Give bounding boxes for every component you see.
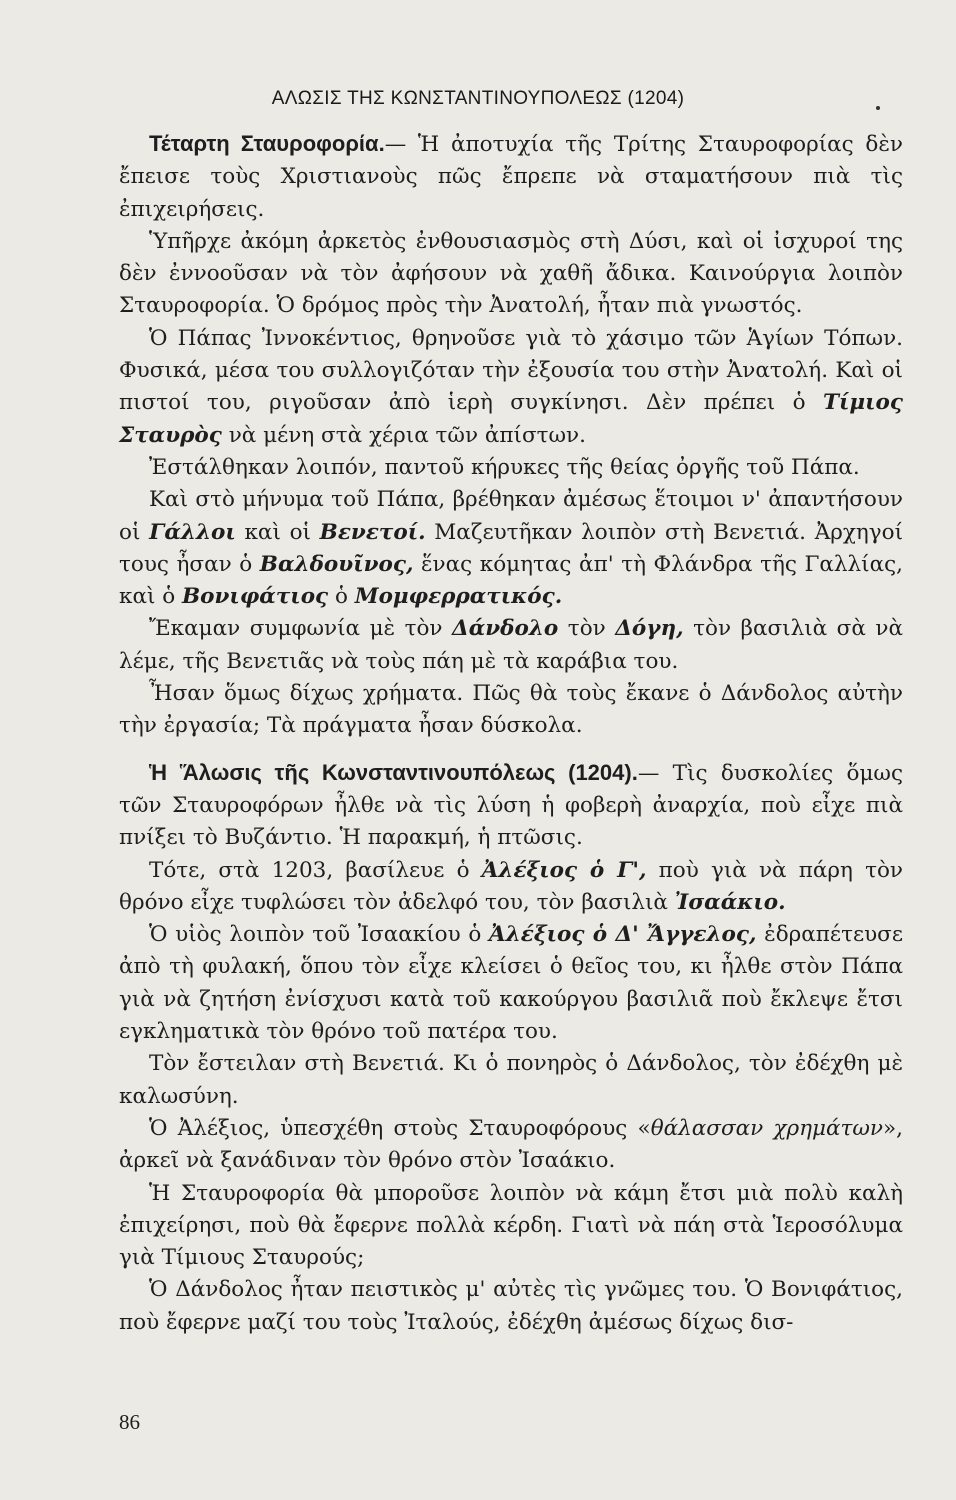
- section-title: Τέταρτη Σταυροφορία.: [149, 131, 385, 156]
- page-number: 86: [119, 1410, 140, 1434]
- ink-speck: [876, 106, 880, 110]
- paragraph-2: Ὑπῆρχε ἀκόμη ἀρκετὸς ἐνθουσιασμὸς στὴ Δύσι, καὶ οἱ ἰσχυροί της δὲν ἐννοοῦσαν νὰ τὸν ἀφήσουν νὰ χαθῆ ἄδικα. Καινούργια λοιπὸν Σταυροφορία. Ὁ δρόμος πρὸς τὴν Ἀνατολή, ἦταν πιὰ γνωστός.: [119, 228, 903, 319]
- paragraph-11: Τὸν ἔστειλαν στὴ Βενετιά. Κι ὁ πονηρὸς ὁ Δάνδολος, τὸν ἐδέχθη μὲ καλωσύνη.: [119, 1051, 903, 1109]
- paragraph-12: Ὁ Ἀλέξιος, ὑπεσχέθη στοὺς Σταυροφόρους «θάλασσαν χρημάτων», ἀρκεῖ νὰ ξανάδιναν τὸν θρόνο στὸν Ἰσαάκιο.: [119, 1115, 904, 1174]
- paragraph-14: Ὁ Δάνδολος ἦταν πειστικὸς μ' αὐτὲς τὶς γνῶμες του. Ὁ Βονιφάτιος, ποὺ ἔφερνε μαζί του τοὺς Ἰταλούς, ἐδέχθη ἀμέσως δίχως δισ-: [119, 1277, 903, 1335]
- running-header: ΑΛΩΣΙΣ ΤΗΣ ΚΩΝΣΤΑΝΤΙΝΟΥΠΟΛΕΩΣ (1204): [271, 88, 685, 109]
- paragraph-4: Ἐστάλθηκαν λοιπόν, παντοῦ κήρυκες τῆς θείας ὀργῆς τοῦ Πάπα.: [149, 454, 860, 480]
- paragraph-10: Ὁ υἱὸς λοιπὸν τοῦ Ἰσαακίου ὁ Ἀλέξιος ὁ Δ' Ἄγγελος, ἐδραπέτευσε ἀπὸ τὴ φυλακή, ὅπου τὸν εἶχε κλείσει ὁ θεῖος του, κι ἦλθε στὸν Πάπα γιὰ νὰ ζητήση ἐνίσχυσι κατὰ τοῦ κακούργου βασιλιᾶ ποὺ ἔκλεψε ἔτσι εγκληματικὰ τὸν θρόνο τοῦ πατέρα του.: [119, 922, 903, 1045]
- paragraph-5: Καὶ στὸ μήνυμα τοῦ Πάπα, βρέθηκαν ἀμέσως ἕτοιμοι ν' ἀπαντήσουν οἱ Γάλλοι καὶ οἱ Βενετοί. Μαζευτῆκαν λοιπὸν στὴ Βενετιά. Ἀρχηγοί τους ἦσαν ὁ Βαλδουῖνος, ἕνας κόμητας ἀπ' τὴ Φλάνδρα τῆς Γαλλίας, καὶ ὁ Βονιφάτιος ὁ Μομφερρατικός.: [119, 487, 903, 610]
- body-text: [119, 128, 903, 1339]
- section-title: Ἡ Ἅλωσις τῆς Κωνσταντινουπόλεως (1204).: [149, 759, 638, 785]
- paragraph-13: Ἡ Σταυροφορία θὰ μποροῦσε λοιπὸν νὰ κάμη ἔτσι μιὰ πολὺ καλὴ ἐπιχείρησι, ποὺ θὰ ἔφερνε πολλὰ κέρδη. Γιατὶ νὰ πάη στὰ Ἱεροσόλυμα γιὰ Τίμιους Σταυρούς;: [119, 1180, 903, 1271]
- paragraph-3: Ὁ Πάπας Ἰννοκέντιος, θρηνοῦσε γιὰ τὸ χάσιμο τῶν Ἁγίων Τόπων. Φυσικά, μέσα του συλλογιζόταν τὴν ἐξουσία του στὴν Ἀνατολή. Καὶ οἱ πιστοί του, ριγοῦσαν ἀπὸ ἱερὴ συγκίνησι. Δὲν πρέπει ὁ Τίμιος Σταυρὸς νὰ μένη στὰ χέρια τῶν ἀπίστων.: [119, 325, 903, 448]
- paragraph-7: Ἦσαν ὅμως δίχως χρήματα. Πῶς θὰ τοὺς ἔκανε ὁ Δάνδολος αὐτὴν τὴν ἐργασία; Τὰ πράγματα ἦσαν δύσκολα.: [119, 681, 903, 739]
- paragraph-1: Τέταρτη Σταυροφορία.— Ἡ ἀποτυχία τῆς Τρίτης Σταυροφορίας δὲν ἔπεισε τοὺς Χριστιανοὺς πῶς ἔπρεπε νὰ σταματήσουν πιὰ τὶς ἐπιχειρήσεις.: [119, 131, 903, 222]
- paragraph-6: Ἔκαμαν συμφωνία μὲ τὸν Δάνδολο τὸν Δόγη, τὸν βασιλιὰ σὰ νὰ λέμε, τῆς Βενετιᾶς νὰ τοὺς πάη μὲ τὰ καράβια του.: [119, 616, 903, 674]
- paragraph-8: Ἡ Ἅλωσις τῆς Κωνσταντινουπόλεως (1204).— Τὶς δυσκολίες ὅμως τῶν Σταυροφόρων ἦλθε νὰ τὶς λύση ἡ φοβερὴ ἀναρχία, ποὺ εἶχε πιὰ πνίξει τὸ Βυζάντιο. Ἡ παρακμή, ἡ πτῶσις.: [119, 759, 903, 851]
- paragraph-9: Τότε, στὰ 1203, βασίλευε ὁ Ἀλέξιος ὁ Γ', ποὺ γιὰ νὰ πάρη τὸν θρόνο εἶχε τυφλώσει τὸν ἀδελφό του, τὸν βασιλιὰ Ἰσαάκιο.: [119, 857, 903, 915]
